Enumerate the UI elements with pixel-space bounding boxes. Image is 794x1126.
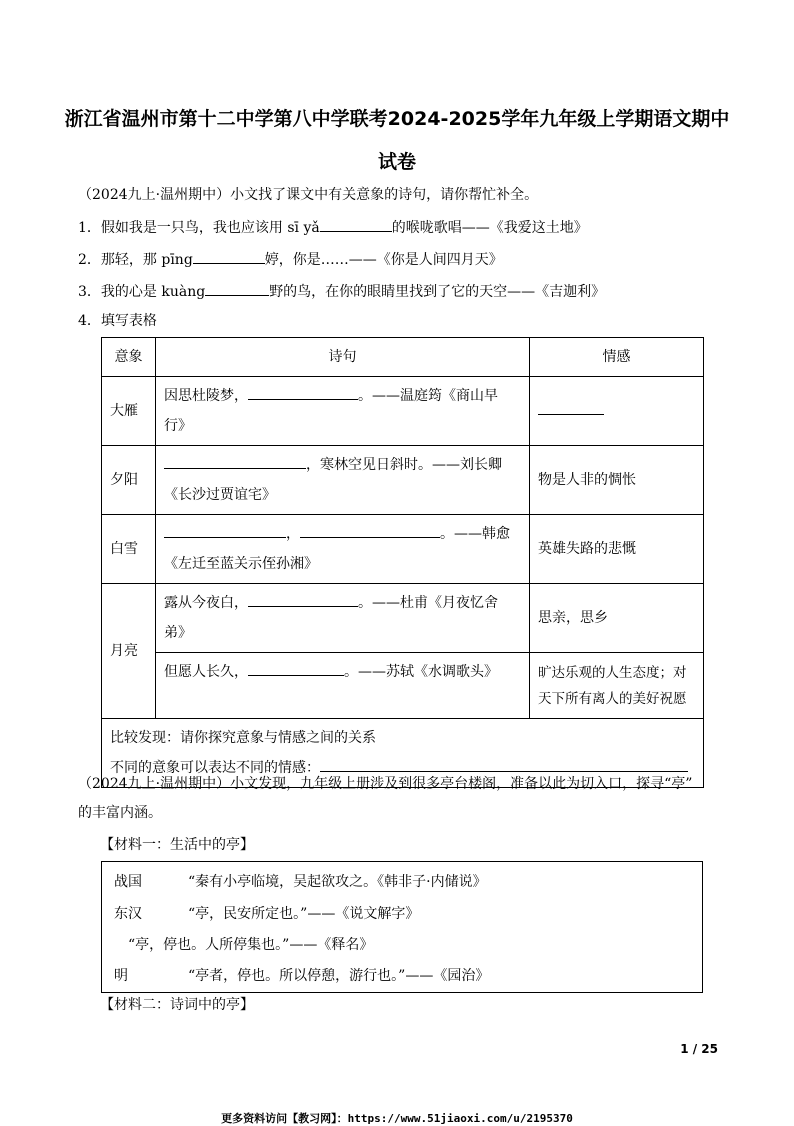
verse-text: 但愿人长久， (164, 664, 248, 680)
material-era: 东汉 (114, 906, 142, 922)
table-header-verse: 诗句 (156, 338, 530, 377)
question-intro-2: （2024九上·温州期中）小文发现，九年级上册涉及到很多亭台楼阁，准备以此为切入口，探寻“亭” (78, 776, 693, 792)
material-quote: “亭者，停也。所以停憩，游行也。”——《园治》 (188, 968, 490, 984)
emotion-cell (530, 377, 704, 446)
footer-link[interactable]: 更多资料访问【教习网】：https://www.51jiaoxi.com/u/2195370 (221, 1112, 573, 1125)
question-3-text-a: 3．我的心是 kuàng (78, 284, 206, 300)
page-number: 1 / 25 (680, 1042, 718, 1056)
answer-blank (320, 216, 392, 232)
verse-cell (156, 584, 530, 653)
verse-text: 因思杜陵梦， (164, 388, 248, 404)
verse-text: ， (286, 526, 300, 542)
verse-text: 弟》 (164, 625, 192, 641)
document-title-line1: 浙江省温州市第十二中学第八中学联考2024-2025学年九年级上学期语文期中 (64, 108, 730, 130)
imagery-cell: 白雪 (102, 515, 156, 584)
verse-text: 行》 (164, 418, 192, 434)
verse-text: 。——韩愈 (440, 526, 510, 542)
question-intro-2-cont: 的丰富内涵。 (78, 805, 162, 821)
imagery-cell: 大雁 (102, 377, 156, 446)
table-header-emotion: 情感 (530, 338, 704, 377)
verse-text: 。——杜甫《月夜忆舍 (358, 595, 498, 611)
verse-cell (156, 377, 530, 446)
comparison-label: 不同的意象可以表达不同的情感： (110, 760, 320, 776)
table-row (102, 446, 704, 515)
answer-blank (205, 280, 269, 296)
answer-blank (193, 248, 265, 264)
material-quote: “亭，民安所定也。”——《说文解字》 (188, 906, 420, 922)
verse-text: ，寒林空见日斜时。——刘长卿 (306, 457, 502, 473)
answer-blank (300, 522, 440, 538)
question-intro: （2024九上·温州期中）小文找了课文中有关意象的诗句，请你帮忙补全。 (78, 187, 539, 203)
question-2-text-a: 2．那轻，那 pīng (78, 252, 193, 268)
material-1-title: 【材料一：生活中的亭】 (100, 837, 254, 853)
material-era: 明 (114, 968, 128, 984)
answer-blank (248, 660, 344, 676)
question-2 (78, 248, 503, 270)
emotion-cell (530, 653, 704, 719)
question-3-text-b: 野的鸟，在你的眼睛里找到了它的天空——《吉迦利》 (269, 284, 606, 300)
verse-text: 露从今夜白， (164, 595, 248, 611)
table-row (102, 515, 704, 584)
question-1-text-a: 1．假如我是一只鸟，我也应该用 sī yǎ (78, 220, 320, 236)
answer-blank (164, 453, 306, 469)
emotion-cell: 物是人非的惆怅 (530, 446, 704, 515)
verse-cell (156, 446, 530, 515)
answer-blank (248, 384, 358, 400)
table-header-imagery: 意象 (102, 338, 156, 377)
verse-cell (156, 515, 530, 584)
material-era: 战国 (114, 874, 142, 890)
emotion-cell: 英雄失路的悲慨 (530, 515, 704, 584)
verse-text: 。——温庭筠《商山早 (358, 388, 498, 404)
material-2-title: 【材料二：诗词中的亭】 (100, 997, 254, 1013)
imagery-table (101, 337, 704, 788)
imagery-cell: 月亮 (102, 584, 156, 719)
material-quote: “秦有小亭临境，吴起欲攻之。《韩非子·内储说》 (188, 874, 487, 890)
question-3 (78, 280, 605, 302)
answer-blank (164, 522, 286, 538)
emotion-cell: 思亲，思乡 (530, 584, 704, 653)
material-1-box (101, 861, 703, 993)
imagery-cell: 夕阳 (102, 446, 156, 515)
verse-cell (156, 653, 530, 719)
verse-text: 《左迁至蓝关示侄孙湘》 (164, 556, 318, 572)
table-row (102, 377, 704, 446)
question-1-text-b: 的喉咙歌唱——《我爱这土地》 (391, 220, 588, 236)
comparison-prompt: 比较发现：请你探究意象与情感之间的关系 (110, 730, 376, 746)
question-4: 4．填写表格 (78, 313, 157, 329)
question-1 (78, 216, 588, 238)
table-row (102, 653, 704, 719)
material-quote: “亭，停也。人所停集也。”——《释名》 (128, 937, 374, 953)
verse-text: 《长沙过贾谊宅》 (164, 487, 276, 503)
emotion-text: 天下所有离人的美好祝愿 (538, 690, 687, 707)
document-title-line2: 试卷 (377, 151, 416, 173)
answer-blank (538, 399, 604, 415)
answer-blank (248, 591, 358, 607)
answer-blank (320, 756, 688, 772)
verse-text: 。——苏轼《水调歌头》 (344, 664, 498, 680)
question-2-text-b: 婷，你是……——《你是人间四月天》 (264, 252, 503, 268)
emotion-text: 旷达乐观的人生态度；对 (538, 664, 687, 681)
table-row (102, 584, 704, 653)
